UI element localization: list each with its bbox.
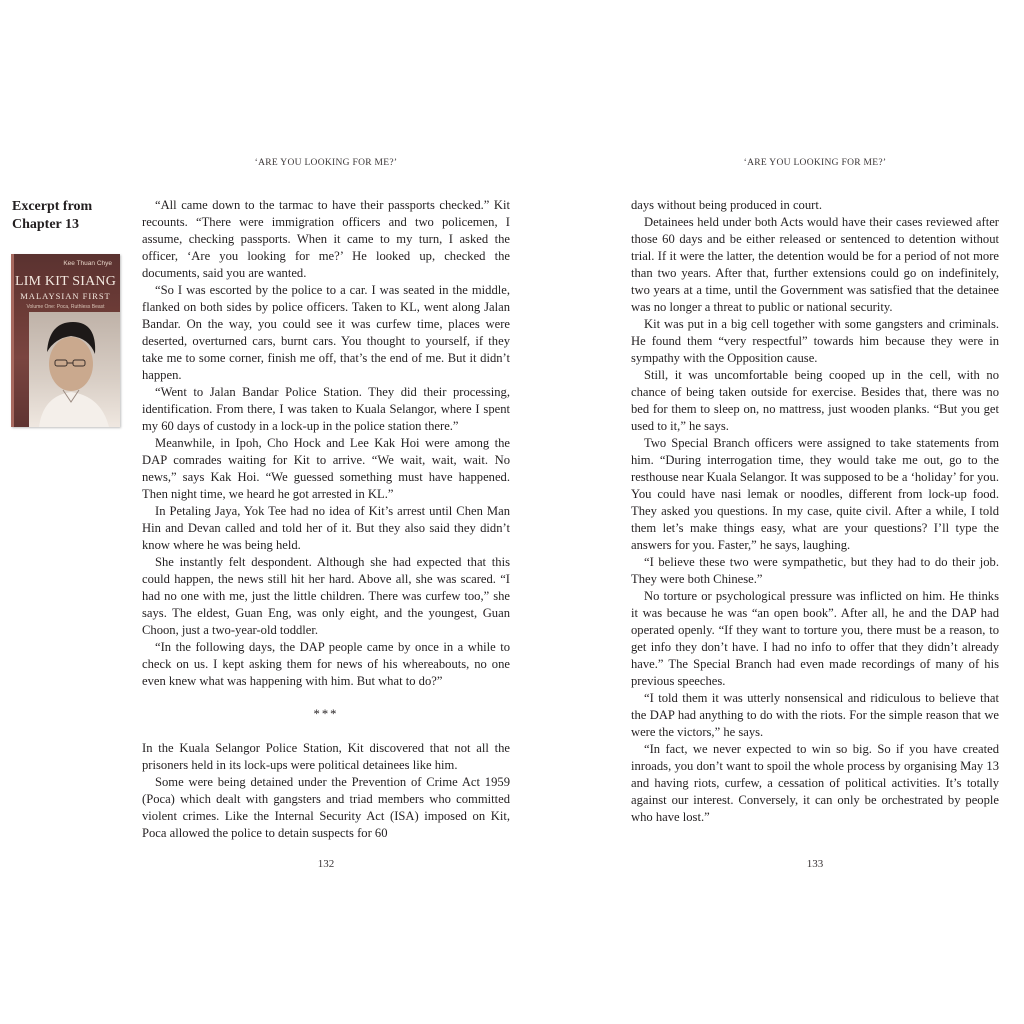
right-page-text (631, 197, 999, 826)
cover-portrait-photo (29, 312, 120, 427)
book-cover-image (11, 254, 120, 427)
excerpt-label (12, 198, 122, 234)
page-number-right: 133 (806, 858, 824, 870)
paragraph: No torture or psychological pressure was inflicted on him. He thinks it was because he was “an open book”. After all, he and the DAP had operated openly. “If they want to torture you, there must be a reason, to get info they don’t have. I had no info to offer that they didn’t already have.” The Special Branch had even made recordings of many of his previous speeches. (631, 589, 999, 688)
paragraph: Meanwhile, in Ipoh, Cho Hock and Lee Kak Hoi were among the DAP comrades waiting for Kit to arrive. “We wait, wait, wait. No news,” says Kak Hoi. “We guessed something must have happened. Then night time, we heard he got arrested in KL.” (142, 436, 510, 501)
portrait-icon (29, 312, 120, 427)
paragraph: “In fact, we never expected to win so big. So if you have created inroads, you don’t want to spoil the whole process by organising May 13 and having riots, curfew, a cessation of political activities. It’s totally against our interest. Conversely, it can only be orchestrated by people who have lost.” (631, 742, 999, 824)
running-head-right: ‘ARE YOU LOOKING FOR ME?’ (743, 158, 887, 168)
paragraph-continued: days without being produced in court. (631, 198, 822, 212)
paragraph: “Went to Jalan Bandar Police Station. They did their processing, identification. From there, I was taken to Kuala Selangor, where I spent my 60 days of custody in a lock-up in the police station there.” (142, 385, 510, 433)
left-page-text (142, 197, 510, 842)
paragraph: Kit was put in a big cell together with some gangsters and criminals. He found them “very respectful” towards him because they were in sympathy with the Opposition cause. (631, 317, 999, 365)
paragraph: “In the following days, the DAP people came by once in a while to check on us. I kept asking them for news of his whereabouts, no one even knew what was happening with him. But what to do?” (142, 640, 510, 688)
paragraph: “So I was escorted by the police to a car. I was seated in the middle, flanked on both sides by police officers. Taken to KL, went along Jalan Bandar. On the way, you could see it was curfew time, places were deserted, overturned cars, burnt cars. You thought to yourself, if they take me to some corner, finish me off, that’s the end of me. But it didn’t happen. (142, 283, 510, 382)
paragraph: In Petaling Jaya, Yok Tee had no idea of Kit’s arrest until Chen Man Hin and Devan called and told her of it. But they also said they didn’t know where he was being held. (142, 504, 510, 552)
paragraph: Still, it was uncomfortable being cooped up in the cell, with no chance of being taken outside for exercise. Besides that, there was no bed for them to sleep on, no mattress, just wooden planks. “But you get used to it,” he says. (631, 368, 999, 433)
section-separator: *** (313, 707, 339, 721)
paragraph: “I believe these two were sympathetic, but they had to do their job. They were both Chinese.” (631, 555, 999, 586)
paragraph: Two Special Branch officers were assigned to take statements from him. “During interrogation time, they would take me out, go to the resthouse near Kuala Selangor. It was supposed to be a ‘holiday’ for you. You could have nasi lemak or noodles, different from lock-up food. They asked you questions. In my case, quite civil. After a while, I told them let’s make things easy, what are your questions? I’ll type the answers for you. Faster,” he says, laughing. (631, 436, 999, 552)
excerpt-line-2: Chapter 13 (12, 217, 80, 232)
cover-subtitle: MALAYSIAN FIRST (20, 291, 111, 301)
paragraph: “I told them it was utterly nonsensical and ridiculous to believe that the DAP had anything to do with the riots. For the simple reason that we were the victors,” he says. (631, 691, 999, 739)
paragraph: “All came down to the tarmac to have their passports checked.” Kit recounts. “There were immigration officers and two policemen, I assume, checking passports. When it came to my turn, I asked the officer, ‘Are you looking for me?’ He looked up, checked the documents, said you are wanted. (142, 198, 510, 280)
paragraph: Some were being detained under the Prevention of Crime Act 1959 (Poca) which dealt with gangsters and triad members who committed violent crimes. Like the Internal Security Act (ISA) imposed on Kit, Poca allowed the police to detain suspects for 60 (142, 775, 510, 840)
excerpt-line-1: Excerpt from (12, 199, 93, 214)
paragraph: In the Kuala Selangor Police Station, Kit discovered that not all the prisoners held in its lock-ups were political detainees like him. (142, 741, 510, 772)
page-number-left: 132 (317, 858, 335, 870)
paragraph: Detainees held under both Acts would have their cases reviewed after those 60 days and be either released or sentenced to detention without trial. If it were the latter, the detention would be for a period of not more than two years. After that, further extensions could go on indefinitely, two years at a time, until the Government was satisfied that the detainee was no longer a threat to public or national security. (631, 215, 999, 314)
cover-volume: Volume One: Poca, Ruthless Beast (26, 304, 105, 310)
paragraph: She instantly felt despondent. Although she had expected that this could happen, the news still hit her hard. Above all, she was scared. “I had no one with me, just the little children. There was curfew too,” she says. The eldest, Guan Eng, was only eight, and the youngest, Guan Choon, just a two-year-old toddler. (142, 555, 510, 637)
cover-title: LIM KIT SIANG (14, 274, 117, 289)
cover-author: Kee Thuan Chye (63, 260, 112, 267)
running-head-left: ‘ARE YOU LOOKING FOR ME?’ (254, 158, 398, 168)
